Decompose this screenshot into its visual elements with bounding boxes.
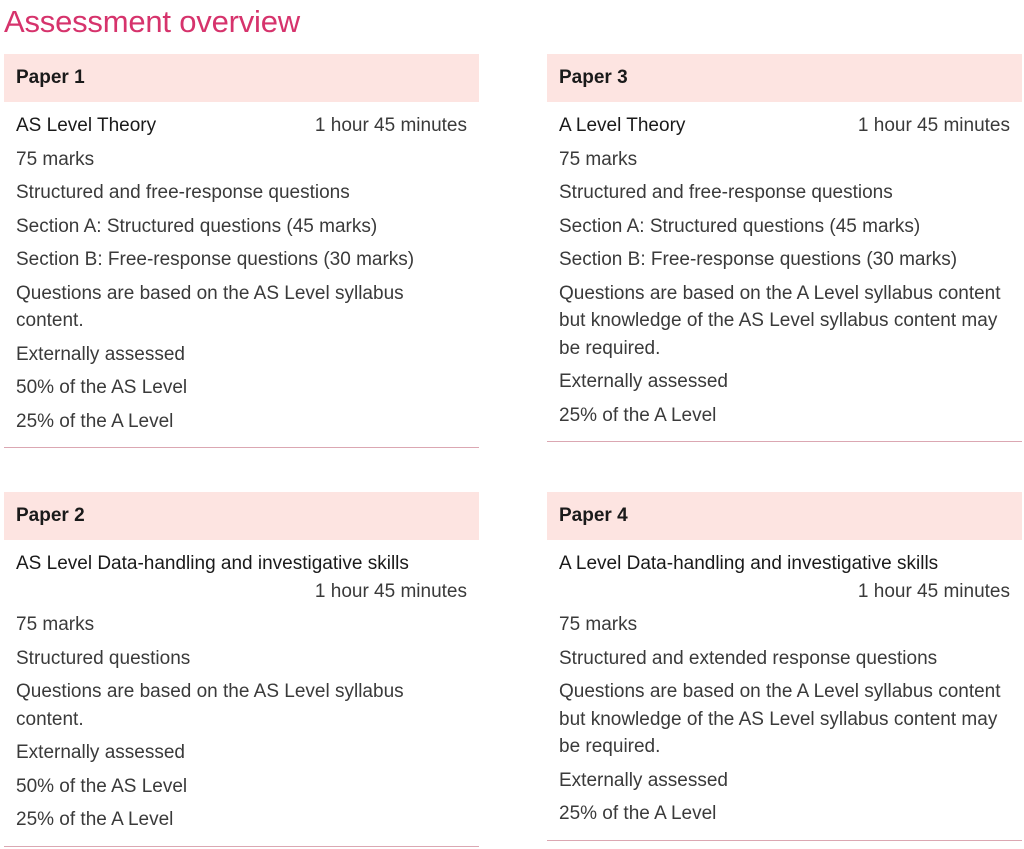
paper-detail: Externally assessed [559,371,728,392]
paper-detail: 25% of the A Level [559,404,717,426]
paper-detail: 25% of the A Level [16,809,174,830]
paper-detail: Section A: Structured questions (45 marks) [559,215,921,237]
paper-detail: Structured questions [16,647,191,669]
paper-detail: 75 marks [16,148,95,170]
paper-4-card [547,492,1022,841]
paper-duration: 1 hour 45 minutes [314,115,467,136]
paper-detail: Section B: Free-response questions (30 marks) [16,249,415,270]
paper-detail: Questions are based on the A Level syllabus content but knowledge of the AS Level syllabus content may be required. [559,681,1001,757]
paper-title: AS Level Data-handling and investigative skills [16,553,409,574]
paper-detail: Structured and extended response questions [559,647,938,669]
paper-detail: Section B: Free-response questions (30 marks) [559,249,958,270]
paper-detail: Questions are based on the AS Level syllabus content. [16,282,404,331]
paper-detail: 75 marks [16,614,95,635]
paper-detail: 75 marks [559,614,638,635]
page-title: Assessment overview [4,4,300,39]
paper-header: Paper 4 [547,492,1022,540]
paper-detail: Structured and free-response questions [559,182,893,203]
paper-title: A Level Theory [559,115,686,136]
paper-detail: 25% of the A Level [559,803,717,824]
paper-detail: 50% of the AS Level [16,377,188,398]
paper-3-card [547,54,1022,442]
paper-header: Paper 3 [547,54,1022,102]
paper-detail: Structured and free-response questions [16,182,350,203]
paper-detail: 25% of the A Level [16,410,174,432]
paper-2-card [4,492,479,847]
paper-detail: Questions are based on the A Level syllabus content but knowledge of the AS Level syllabus content may be required. [559,282,1001,359]
paper-duration: 1 hour 45 minutes [314,580,467,602]
paper-duration: 1 hour 45 minutes [857,115,1010,136]
paper-header: Paper 1 [4,54,479,102]
paper-detail: 75 marks [559,148,638,170]
paper-title: A Level Data-handling and investigative skills [559,553,939,574]
paper-1-card [4,54,479,448]
paper-detail: Externally assessed [559,769,728,791]
paper-header: Paper 2 [4,492,479,540]
paper-detail: Questions are based on the AS Level syllabus content. [16,681,404,730]
paper-duration: 1 hour 45 minutes [857,580,1010,602]
paper-detail: Externally assessed [16,343,185,365]
paper-detail: 50% of the AS Level [16,775,188,797]
paper-detail: Externally assessed [16,742,185,763]
paper-detail: Section A: Structured questions (45 marks) [16,215,378,237]
paper-title: AS Level Theory [16,115,157,136]
